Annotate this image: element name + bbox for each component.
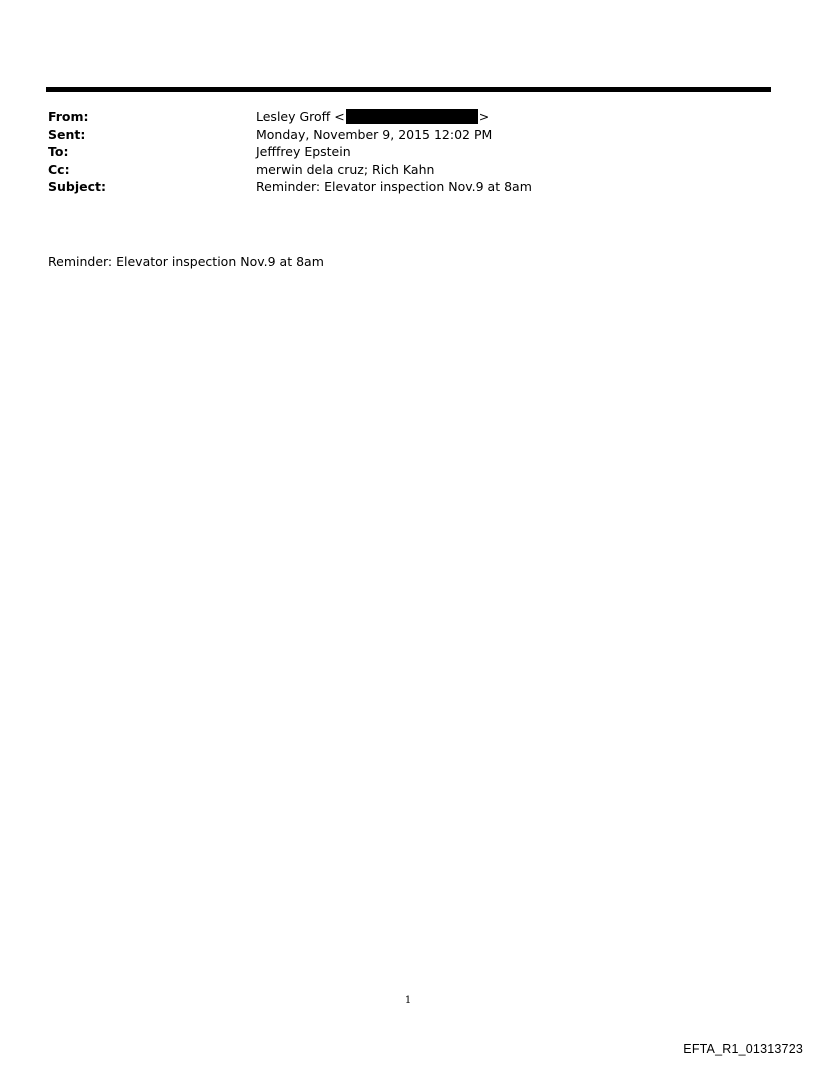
from-value <box>256 108 748 126</box>
email-body: Reminder: Elevator inspection Nov.9 at 8am <box>48 254 324 269</box>
from-suffix: > <box>478 109 490 124</box>
to-row <box>48 143 748 161</box>
to-label: To: <box>48 144 69 159</box>
cc-value: merwin dela cruz; Rich Kahn <box>256 161 435 177</box>
sent-label: Sent: <box>48 126 86 142</box>
redaction-block <box>346 109 478 124</box>
from-row <box>48 108 748 126</box>
document-id: EFTA_R1_01313723 <box>683 1042 803 1056</box>
cc-row <box>48 161 748 179</box>
subject-row <box>48 178 748 196</box>
subject-value: Reminder: Elevator inspection Nov.9 at 8am <box>256 179 532 194</box>
sent-row <box>48 126 748 144</box>
sent-value: Monday, November 9, 2015 12:02 PM <box>256 126 493 142</box>
cc-label: Cc: <box>48 161 70 177</box>
to-value: Jefffrey Epstein <box>256 144 351 159</box>
from-name: Lesley Groff < <box>256 109 345 124</box>
from-label: From: <box>48 109 89 124</box>
subject-label: Subject: <box>48 179 106 194</box>
page-number: 1 <box>404 995 412 1006</box>
header-divider <box>46 87 771 92</box>
email-header <box>48 108 748 196</box>
